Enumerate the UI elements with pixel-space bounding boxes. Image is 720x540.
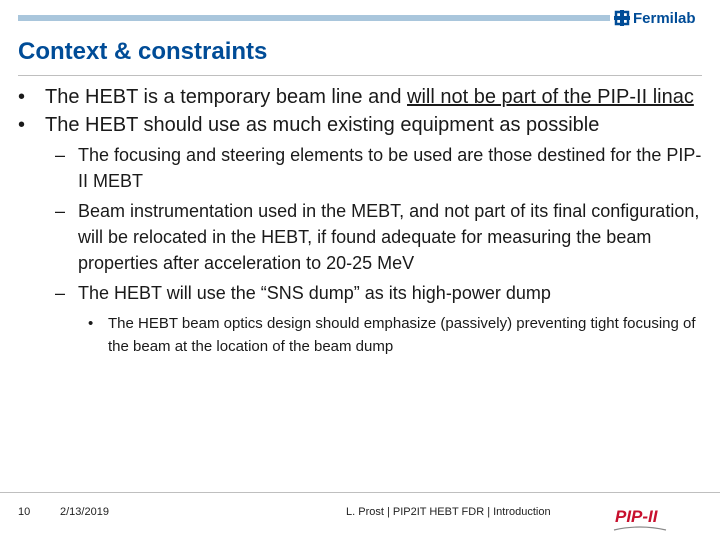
dash-marker: – [55, 283, 66, 303]
bullet-item [18, 84, 708, 110]
pip-ii-logo-text: PIP-II [615, 507, 658, 526]
bullet-text: The HEBT is a temporary beam line and [45, 86, 408, 108]
sub-sub-bullet-text: The HEBT beam optics design should emphasize (passively) preventing tight focusing of the beam at the location of the beam dump [108, 315, 696, 355]
dash-marker: – [55, 145, 66, 165]
bullet-text-underlined: will not be part of the PIP-II linac [407, 86, 694, 108]
sub-bullet-item [18, 142, 708, 194]
sub-bullet-text: Beam instrumentation used in the MEBT, and not part of its final configuration, will be relocated in the HEBT, if found adequate for measuring the beam properties after acceleration to 20‑25 MeV [78, 201, 700, 273]
header-bar [18, 15, 610, 21]
title-divider [18, 75, 702, 76]
fermilab-logo [614, 7, 696, 29]
bullet-marker: • [18, 86, 26, 108]
pip-ii-logo [612, 500, 668, 534]
sub-bullet-text: The HEBT will use the “SNS dump” as its high-power dump [78, 283, 551, 303]
bullet-marker: • [88, 315, 94, 332]
sub-bullet-text: The focusing and steering elements to be used are those destined for the PIP-II MEBT [78, 145, 702, 191]
sub-bullet-item [18, 198, 708, 276]
footer-date: 2/13/2019 [60, 506, 109, 518]
bullet-text: The HEBT should use as much existing equipment as possible [45, 114, 600, 136]
dash-marker: – [55, 201, 66, 221]
bullet-marker: • [18, 114, 26, 136]
footer-divider [0, 492, 720, 493]
slide-content [18, 84, 708, 358]
sub-bullet-item [18, 280, 708, 306]
slide-title: Context & constraints [18, 38, 268, 65]
sub-sub-bullet-item [18, 312, 708, 358]
fermilab-logo-text: Fermilab [633, 9, 696, 27]
footer-text: L. Prost | PIP2IT HEBT FDR | Introduction [346, 506, 551, 518]
fermilab-logo-icon [614, 10, 630, 26]
page-number: 10 [18, 506, 31, 518]
bullet-item [18, 112, 708, 138]
